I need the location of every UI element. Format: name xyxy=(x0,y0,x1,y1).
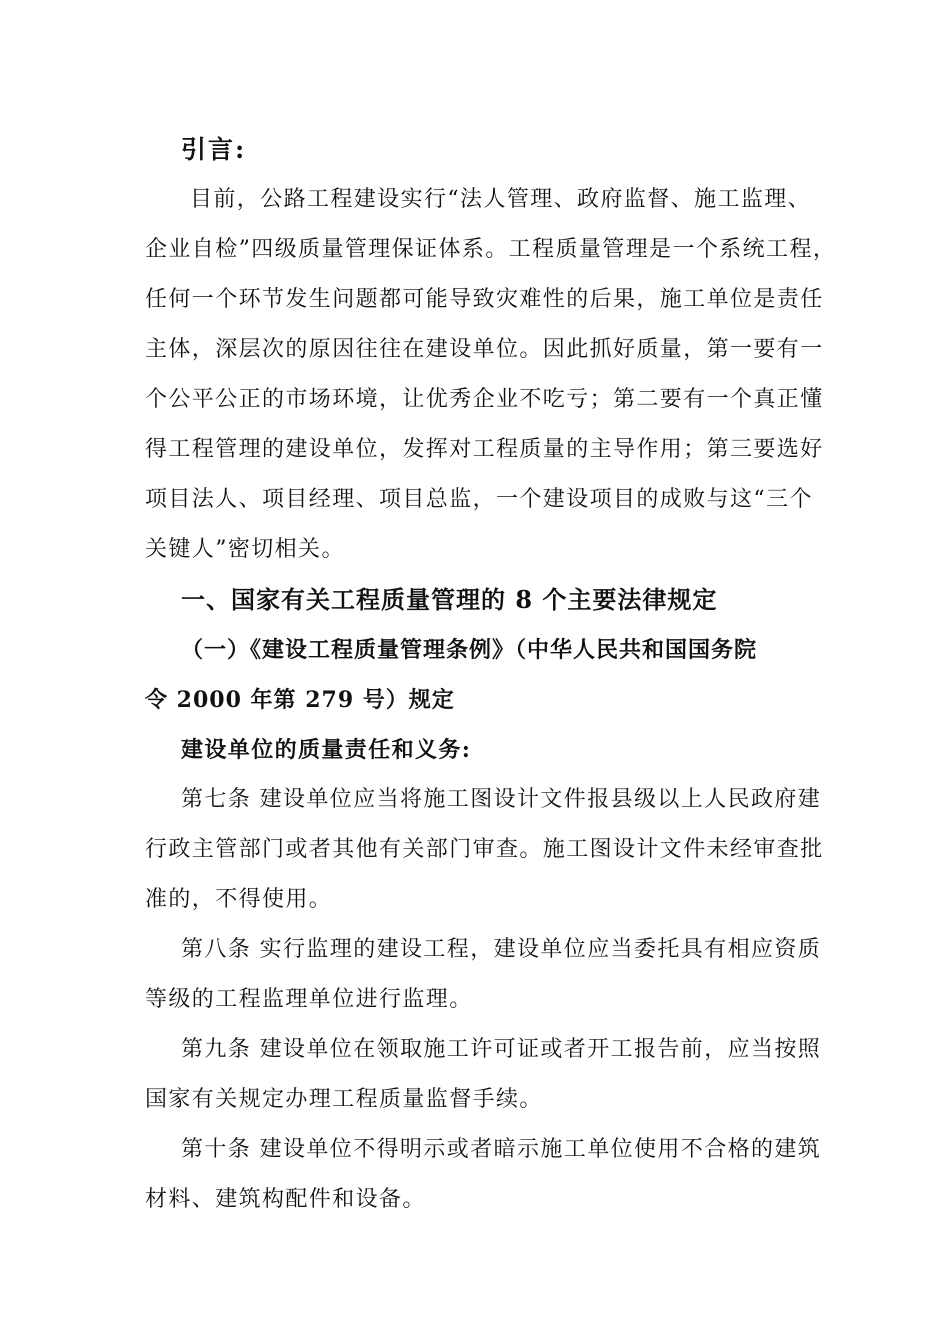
intro-paragraph-line: 目前，公路工程建设实行“法人管理、政府监督、施工监理、 xyxy=(190,187,812,212)
article-9-line: 国家有关规定办理工程质量监督手续。 xyxy=(145,1087,543,1112)
intro-paragraph-line: 个公平公正的市场环境，让优秀企业不吃亏；第二要有一个真正懂 xyxy=(145,387,824,412)
intro-paragraph-line: 任何一个环节发生问题都可能导致灾难性的后果，施工单位是责任 xyxy=(145,287,824,312)
subsection-heading-continued: 令 2000 年第 279 号）规定 xyxy=(145,687,455,713)
intro-paragraph-line: 项目法人、项目经理、项目总监，一个建设项目的成败与这“三个 xyxy=(145,487,813,512)
article-7-line: 准的，不得使用。 xyxy=(145,887,333,912)
intro-paragraph-line: 企业自检”四级质量管理保证体系。工程质量管理是一个系统工程， xyxy=(145,237,837,262)
intro-paragraph-line: 得工程管理的建设单位，发挥对工程质量的主导作用；第三要选好 xyxy=(145,437,824,462)
article-7-line: 行政主管部门或者其他有关部门审查。施工图设计文件未经审查批 xyxy=(145,837,824,862)
subsection-heading: （一）《建设工程质量管理条例》（中华人民共和国国务院 xyxy=(181,637,758,663)
intro-paragraph-line: 关键人”密切相关。 xyxy=(145,537,345,562)
duties-heading: 建设单位的质量责任和义务: xyxy=(181,737,472,763)
article-7-line: 第七条 建设单位应当将施工图设计文件报县级以上人民政府建 xyxy=(181,787,822,812)
article-8-line: 第八条 实行监理的建设工程，建设单位应当委托具有相应资质 xyxy=(181,937,822,962)
intro-title: 引言: xyxy=(181,135,247,164)
article-9-line: 第九条 建设单位在领取施工许可证或者开工报告前，应当按照 xyxy=(181,1037,822,1062)
intro-paragraph-line: 主体，深层次的原因往往在建设单位。因此抓好质量，第一要有一 xyxy=(145,337,824,362)
article-10-line: 材料、建筑构配件和设备。 xyxy=(145,1187,426,1212)
section-heading: 一、国家有关工程质量管理的 8 个主要法律规定 xyxy=(181,585,718,614)
article-8-line: 等级的工程监理单位进行监理。 xyxy=(145,987,473,1012)
article-10-line: 第十条 建设单位不得明示或者暗示施工单位使用不合格的建筑 xyxy=(181,1137,822,1162)
